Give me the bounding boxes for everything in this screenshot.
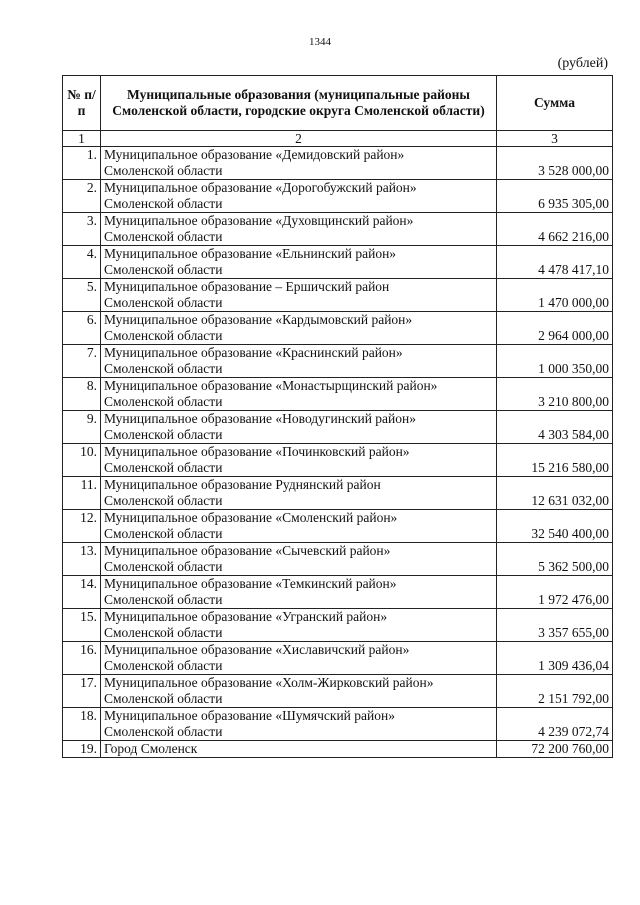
header-sum: Сумма: [497, 76, 613, 131]
row-name: [101, 345, 497, 378]
row-number: 8.: [63, 378, 101, 411]
table-row: [63, 576, 613, 609]
row-name-line: Смоленской области: [104, 196, 223, 211]
row-name-line: Смоленской области: [104, 493, 223, 508]
row-number: 7.: [63, 345, 101, 378]
row-name-line: Смоленской области: [104, 460, 223, 475]
row-number: 5.: [63, 279, 101, 312]
row-number: 12.: [63, 510, 101, 543]
header-num: № п/п: [63, 76, 101, 131]
row-number: 6.: [63, 312, 101, 345]
row-name-line: Смоленской области: [104, 526, 223, 541]
table-row: [63, 477, 613, 510]
row-name-line: Смоленской области: [104, 691, 223, 706]
row-sum: 4 239 072,74: [497, 708, 613, 741]
row-number: 4.: [63, 246, 101, 279]
row-number: 17.: [63, 675, 101, 708]
row-name: [101, 543, 497, 576]
row-name: [101, 609, 497, 642]
table-row: [63, 741, 613, 758]
table-row: [63, 708, 613, 741]
row-sum: 2 964 000,00: [497, 312, 613, 345]
row-name-line: Муниципальное образование «Кардымовский район»: [104, 312, 413, 327]
row-name-line: Смоленской области: [104, 625, 223, 640]
row-sum: 2 151 792,00: [497, 675, 613, 708]
page-number: 1344: [309, 36, 331, 48]
row-name: [101, 279, 497, 312]
table-row: [63, 279, 613, 312]
row-name-line: Муниципальное образование «Монастырщинский район»: [104, 378, 438, 393]
row-sum: 6 935 305,00: [497, 180, 613, 213]
table-row: [63, 345, 613, 378]
column-number: 1: [63, 131, 101, 147]
row-sum: 4 662 216,00: [497, 213, 613, 246]
row-sum: 72 200 760,00: [497, 741, 613, 758]
table-row: [63, 180, 613, 213]
table-row: [63, 609, 613, 642]
row-sum: 3 210 800,00: [497, 378, 613, 411]
row-sum: 1 470 000,00: [497, 279, 613, 312]
row-name: [101, 477, 497, 510]
row-name-line: Смоленской области: [104, 658, 223, 673]
row-number: 1.: [63, 147, 101, 180]
row-name-line: Муниципальное образование «Духовщинский район»: [104, 213, 414, 228]
row-name: Город Смоленск: [101, 741, 497, 758]
row-name: [101, 510, 497, 543]
row-sum: 15 216 580,00: [497, 444, 613, 477]
row-name-line: Смоленской области: [104, 394, 223, 409]
table-row: [63, 675, 613, 708]
row-name: [101, 246, 497, 279]
row-name-line: Муниципальное образование «Угранский район»: [104, 609, 388, 624]
row-sum: 1 000 350,00: [497, 345, 613, 378]
row-name: [101, 708, 497, 741]
row-sum: 5 362 500,00: [497, 543, 613, 576]
row-number: 18.: [63, 708, 101, 741]
row-name-line: Муниципальное образование «Темкинский район»: [104, 576, 397, 591]
row-name: [101, 444, 497, 477]
row-name-line: Смоленской области: [104, 724, 223, 739]
row-name-line: Смоленской области: [104, 361, 223, 376]
row-name: [101, 576, 497, 609]
row-name: [101, 312, 497, 345]
row-number: 2.: [63, 180, 101, 213]
row-name-line: Смоленской области: [104, 295, 223, 310]
row-name-line: Смоленской области: [104, 328, 223, 343]
row-name: [101, 378, 497, 411]
row-number: 11.: [63, 477, 101, 510]
table-row: [63, 543, 613, 576]
row-name: [101, 147, 497, 180]
row-sum: 4 478 417,10: [497, 246, 613, 279]
row-name-line: Муниципальное образование «Сычевский район»: [104, 543, 391, 558]
row-number: 9.: [63, 411, 101, 444]
row-name-line: Муниципальное образование «Смоленский район»: [104, 510, 398, 525]
table-row: [63, 246, 613, 279]
row-name-line: Муниципальное образование «Ельнинский район»: [104, 246, 397, 261]
table-row: [63, 378, 613, 411]
row-sum: 3 528 000,00: [497, 147, 613, 180]
row-name-line: Муниципальное образование «Холм-Жирковский район»: [104, 675, 434, 690]
table-body: [63, 147, 613, 741]
row-sum: 1 309 436,04: [497, 642, 613, 675]
row-name: [101, 213, 497, 246]
table-row: [63, 444, 613, 477]
row-name-line: Муниципальное образование Руднянский район: [104, 477, 381, 492]
row-number: 10.: [63, 444, 101, 477]
row-name: [101, 411, 497, 444]
row-name-line: Муниципальное образование «Починковский район»: [104, 444, 410, 459]
row-name: [101, 180, 497, 213]
table-row: [63, 213, 613, 246]
row-number: 3.: [63, 213, 101, 246]
budget-table: [62, 75, 613, 758]
row-name-line: Муниципальное образование «Шумячский район»: [104, 708, 395, 723]
row-name-line: Муниципальное образование «Хиславичский район»: [104, 642, 410, 657]
row-name-line: Смоленской области: [104, 592, 223, 607]
row-name-line: Смоленской области: [104, 559, 223, 574]
row-sum: 1 972 476,00: [497, 576, 613, 609]
table-row: [63, 411, 613, 444]
row-name-line: Смоленской области: [104, 427, 223, 442]
row-name-line: Смоленской области: [104, 229, 223, 244]
table-header-row: [63, 76, 613, 131]
column-number: 3: [497, 131, 613, 147]
row-name-line: Смоленской области: [104, 262, 223, 277]
column-number-row: [63, 131, 613, 147]
row-sum: 12 631 032,00: [497, 477, 613, 510]
row-number: 14.: [63, 576, 101, 609]
row-name-line: Муниципальное образование «Демидовский район»: [104, 147, 405, 162]
table-row: [63, 147, 613, 180]
header-name: Муниципальные образования (муниципальные районы Смоленской области, городские округа Смоленской области): [101, 76, 497, 131]
row-sum: 3 357 655,00: [497, 609, 613, 642]
row-sum: 4 303 584,00: [497, 411, 613, 444]
row-name: [101, 642, 497, 675]
row-number: 19.: [63, 741, 101, 758]
row-sum: 32 540 400,00: [497, 510, 613, 543]
table-row: [63, 642, 613, 675]
row-name-line: Смоленской области: [104, 163, 223, 178]
row-name-line: Муниципальное образование «Новодугинский район»: [104, 411, 416, 426]
row-number: 16.: [63, 642, 101, 675]
units-label: (рублей): [557, 56, 608, 71]
row-number: 13.: [63, 543, 101, 576]
table-row: [63, 312, 613, 345]
row-name-line: Муниципальное образование – Ершичский район: [104, 279, 390, 294]
row-number: 15.: [63, 609, 101, 642]
row-name: [101, 675, 497, 708]
row-name-line: Муниципальное образование «Краснинский район»: [104, 345, 403, 360]
table-row: [63, 510, 613, 543]
column-number: 2: [101, 131, 497, 147]
row-name-line: Муниципальное образование «Дорогобужский район»: [104, 180, 417, 195]
